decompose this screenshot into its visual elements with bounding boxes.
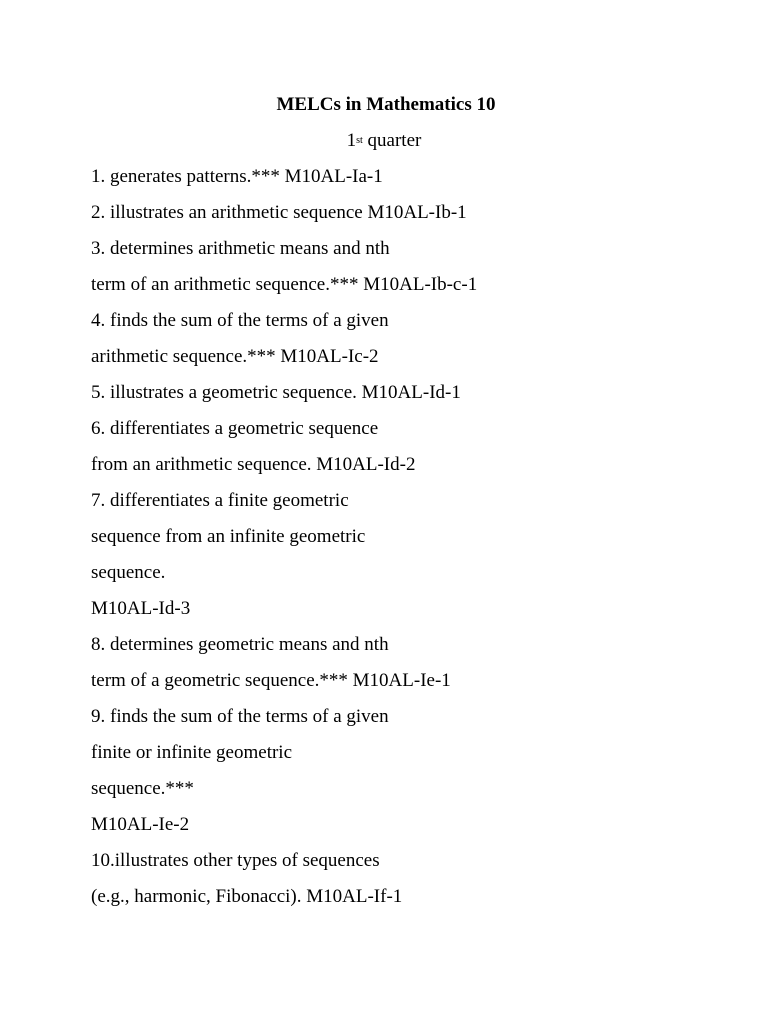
competency-line: 3. determines arithmetic means and nth bbox=[91, 238, 390, 259]
competency-line: term of a geometric sequence.*** M10AL-Ie-1 bbox=[91, 670, 451, 691]
competency-line: 9. finds the sum of the terms of a given bbox=[91, 706, 389, 727]
quarter-ordinal-suffix: st bbox=[356, 135, 363, 146]
competency-line: 5. illustrates a geometric sequence. M10AL-Id-1 bbox=[91, 382, 461, 403]
competency-line: sequence. bbox=[91, 562, 166, 583]
competency-line: sequence.*** bbox=[91, 778, 194, 799]
competency-line: 6. differentiates a geometric sequence bbox=[91, 418, 379, 439]
competency-line: 10.illustrates other types of sequences bbox=[91, 850, 380, 871]
competency-line: (e.g., harmonic, Fibonacci). M10AL-If-1 bbox=[91, 886, 403, 907]
competency-line: 2. illustrates an arithmetic sequence M10AL-Ib-1 bbox=[91, 202, 467, 223]
quarter-number: 1 bbox=[346, 130, 357, 151]
competency-line: finite or infinite geometric bbox=[91, 742, 293, 763]
competency-line: M10AL-Ie-2 bbox=[91, 814, 190, 835]
competency-line: 4. finds the sum of the terms of a given bbox=[91, 310, 389, 331]
competency-list bbox=[91, 165, 477, 921]
competency-line: sequence from an infinite geometric bbox=[91, 526, 366, 547]
competency-line: 8. determines geometric means and nth bbox=[91, 634, 389, 655]
competency-line: from an arithmetic sequence. M10AL-Id-2 bbox=[91, 454, 416, 475]
document-title: MELCs in Mathematics 10 bbox=[276, 94, 496, 115]
competency-line: 1. generates patterns.*** M10AL-Ia-1 bbox=[91, 166, 383, 187]
competency-line: arithmetic sequence.*** M10AL-Ic-2 bbox=[91, 346, 379, 367]
competency-line: 7. differentiates a finite geometric bbox=[91, 490, 349, 511]
quarter-word: quarter bbox=[367, 130, 422, 151]
competency-line: term of an arithmetic sequence.*** M10AL-Ib-c-1 bbox=[91, 274, 478, 295]
quarter-heading bbox=[0, 129, 768, 156]
competency-line: M10AL-Id-3 bbox=[91, 598, 191, 619]
